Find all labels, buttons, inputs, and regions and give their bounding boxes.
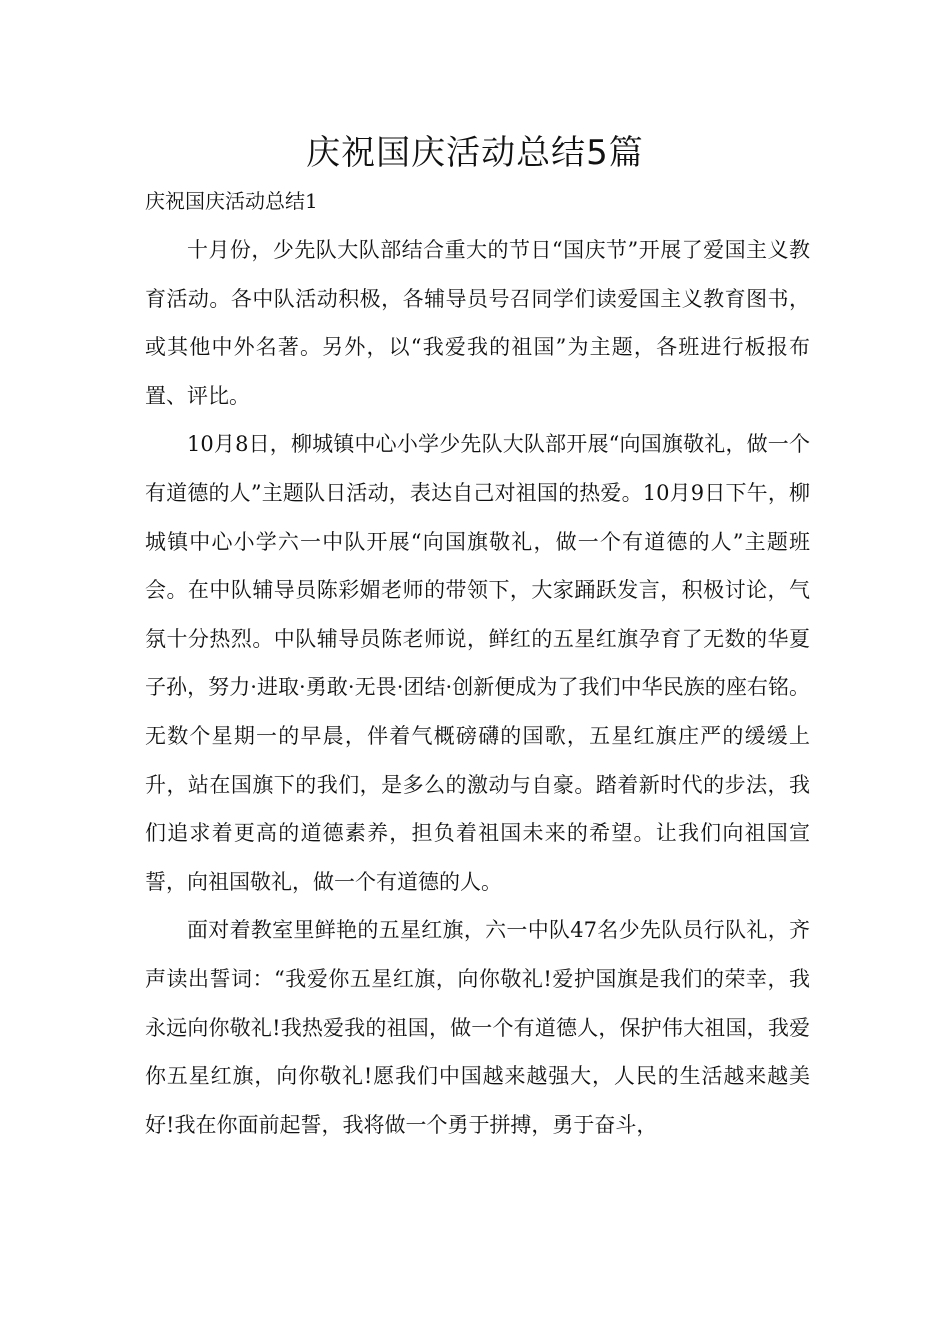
paragraph: 十月份，少先队大队部结合重大的节日“国庆节”开展了爱国主义教育活动。各中队活动积极，各辅导员号召同学们读爱国主义教育图书，或其他中外名著。另外，以“我爱我的祖国”为主题，各班进行板报布置、评比。: [145, 238, 810, 408]
document-body: [145, 226, 810, 1149]
document-title: 庆祝国庆活动总结5篇: [306, 133, 644, 173]
paragraph: 面对着教室里鲜艳的五星红旗，六一中队47名少先队员行队礼，齐声读出誓词：“我爱你五星红旗，向你敬礼!爱护国旗是我们的荣幸，我永远向你敬礼!我热爱我的祖国，做一个有道德人，保护伟大祖国，我爱你五星红旗，向你敬礼!愿我们中国越来越强大，人民的生活越来越美好!我在你面前起誓，我将做一个勇于拼搏，勇于奋斗，: [145, 918, 810, 1137]
section-heading: 庆祝国庆活动总结1: [145, 189, 318, 213]
paragraph: 10月8日，柳城镇中心小学少先队大队部开展“向国旗敬礼，做一个有道德的人”主题队日活动，表达自己对祖国的热爱。10月9日下午，柳城镇中心小学六一中队开展“向国旗敬礼，做一个有道德的人”主题班会。在中队辅导员陈彩媚老师的带领下，大家踊跃发言，积极讨论，气氛十分热烈。中队辅导员陈老师说，鲜红的五星红旗孕育了无数的华夏子孙，努力·进取·勇敢·无畏·团结·创新便成为了我们中华民族的座右铭。无数个星期一的早晨，伴着气概磅礴的国歌，五星红旗庄严的缓缓上升，站在国旗下的我们，是多么的激动与自豪。踏着新时代的步法，我们追求着更高的道德素养，担负着祖国未来的希望。让我们向祖国宣誓，向祖国敬礼，做一个有道德的人。: [145, 432, 810, 894]
